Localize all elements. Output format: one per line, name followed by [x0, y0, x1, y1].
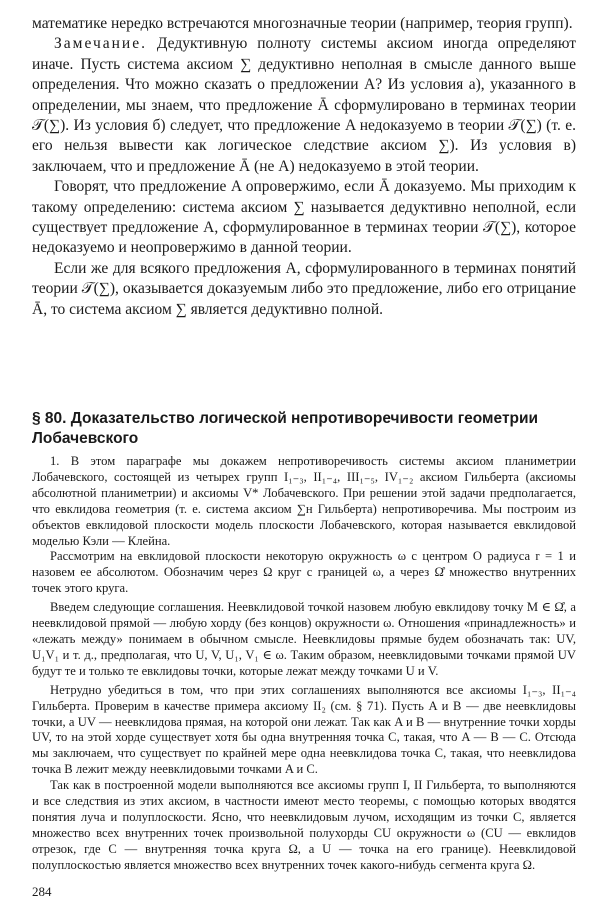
paragraph-continued: математике нередко встречаются многозначные теории (например, теория групп). — [32, 15, 573, 32]
remark-paragraph — [32, 34, 576, 177]
upper-text — [32, 14, 576, 320]
page-number: 284 — [32, 884, 52, 899]
remark-text: Дедуктивную полноту системы аксиом иногда определяют иначе. Пусть система аксиом ∑ дедуктивно неполная в смысле данного выше определения. Что можно сказать о предложении A? Из условия а), указанного в определении, мы знаем, что предложение Ā сформулировано в терминах теории 𝒯(∑). Из условия б) следует, что предложение A недоказуемо в теории 𝒯(∑) (т. е. его нельзя вывести как логическое следствие аксиом ∑). Из условия в) заключаем, что и предложение Ā (не A) недоказуемо в этой теории. — [32, 35, 577, 175]
section-body — [32, 454, 576, 874]
remark-label: Замечание. — [54, 35, 147, 53]
section-paragraph-3: Введем следующие соглашения. Неевклидовой точкой назовем любую евклидову точку M ∈ Ω̊, а неевклидовой прямой — любую хорду (без концов) окружности ω. Отношения «принадлежность» и «лежать между» понимаем в обычном смысле. Неевклидовы прямые будем обозначать так: UV, U₁V₁ и т. д., предполагая, что U, V, U₁, V₁ ∈ ω. Таким образом, неевклидовыми точками прямой UV будут те и только те евклидовы точки, которые лежат между точками U и V. — [32, 600, 576, 678]
section-paragraph-1: 1. В этом параграфе мы докажем непротиворечивость системы аксиом планиметрии Лобачевского, состоящей из четырех групп I₁₋₃, II₁₋₄, III₁₋₅, IV₁₋₂ аксиом Гильберта (аксиомы абсолютной планиметрии) и аксиомы V* Лобачевского. При решении этой задачи предполагается, что евклидова геометрия (т. е. система аксиом ∑н Гильберта) непротиворечива. Мы построим из объектов евклидовой плоскости модель плоскости Лобачевского, которая называется евклидовой моделью Кэли — Клейна. — [32, 454, 576, 548]
refutable-paragraph: Говорят, что предложение A опровержимо, если Ā доказуемо. Мы приходим к такому определению: система аксиом ∑ называется дедуктивно неполной, если существует предложение A, сформулированное в терминах теории 𝒯(∑), которое недоказуемо и неопровержимо в данной теории. — [32, 178, 576, 257]
section-paragraph-5: Так как в построенной модели выполняются все аксиомы групп I, II Гильберта, то выполняются и все следствия из этих аксиом, в частности имеют место теоремы, с помощью которых вводятся понятия луча и полуплоскости. Ясно, что неевклидовым лучом, исходящим из точки C, является множество всех внутренних точек произвольной полухорды CU окружности ω (CU — евклидов отрезок, где C — внутренняя точка круга Ω, а U — точка на его границе). Неевклидовой полуплоскостью является множество всех внутренних точек какого-нибудь сегмента круга Ω. — [32, 778, 576, 872]
section-paragraph-4: Нетрудно убедиться в том, что при этих соглашениях выполняются все аксиомы I₁₋₃, II₁₋₄ Гильберта. Проверим в качестве примера аксиому II₂ (см. § 71). Пусть A и B — две неевклидовы точки, а UV — неевклидова прямая, на которой они лежат. Так как A и B — внутренние точки хорды UV, то на этой хорде существует хотя бы одна внутренняя точка C, такая, что A — B — C. Отсюда мы заключаем, что существует по крайней мере одна неевклидова точка C, такая, что неевклидова точка B лежит между неевклидовыми точками A и C. — [32, 682, 576, 777]
section-paragraph-2: Рассмотрим на евклидовой плоскости некоторую окружность ω с центром O радиуса r = 1 и назовем ее абсолютом. Обозначим через Ω круг с границей ω, а через Ω̊ множество внутренних точек этого круга. — [32, 549, 576, 596]
complete-paragraph: Если же для всякого предложения A, сформулированного в терминах понятий теории 𝒯(∑), оказывается доказуемым либо это предложение, либо его отрицание Ā, то система аксиом ∑ является дедуктивно полной. — [32, 259, 576, 318]
section-heading: § 80. Доказательство логической непротиворечивости геометрии Лобачевского — [32, 410, 539, 447]
